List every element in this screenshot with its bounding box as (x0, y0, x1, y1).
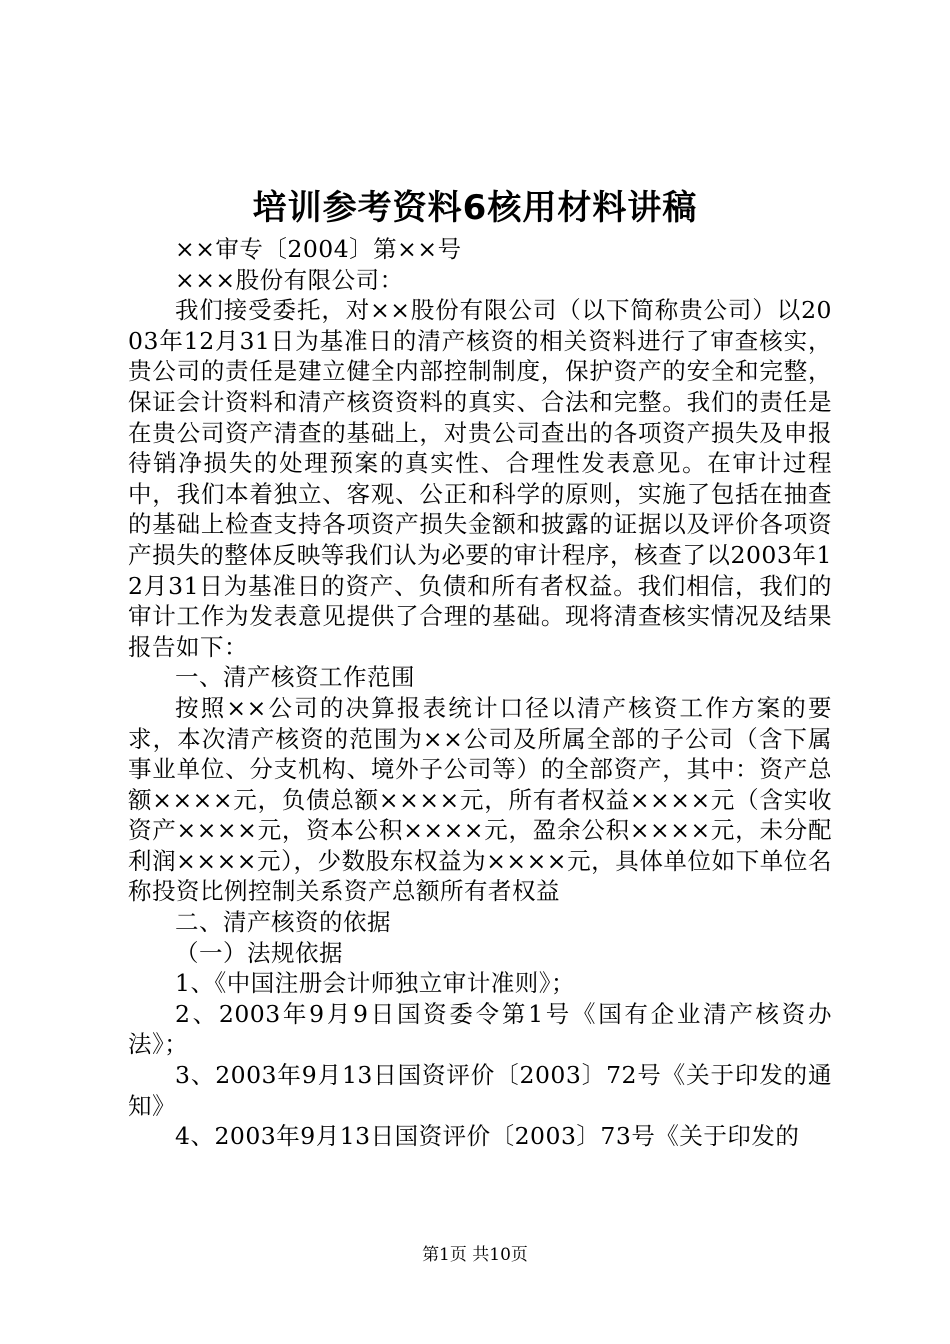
intro-paragraph: 我们接受委托，对××股份有限公司（以下简称贵公司）以2003年12月31日为基准日的清产核资的相关资料进行了审查核实，贵公司的责任是建立健全内部控制制度，保护资产的安全和完整，保证会计资料和清产核资资料的真实、合法和完整。我们的责任是在贵公司资产清查的基础上，对贵公司查出的各项资产损失及申报待销净损失的处理预案的真实性、合理性发表意见。在审计过程中，我们本着独立、客观、公正和科学的原则，实施了包括在抽查的基础上检查支持各项资产损失金额和披露的证据以及评价各项资产损失的整体反映等我们认为必要的审计程序，核查了以2003年12月31日为基准日的资产、负债和所有者权益。我们相信，我们的审计工作为发表意见提供了合理的基础。现将清查核实情况及结果报告如下： (128, 296, 832, 661)
addressee-line: ×××股份有限公司： (175, 265, 404, 294)
section-heading-basis: 二、清产核资的依据 (175, 908, 391, 937)
document-reference-number: ××审专〔2004〕第××号 (175, 235, 462, 263)
section-heading-scope: 一、清产核资工作范围 (175, 663, 415, 692)
regulation-item-4: 4、2003年9月13日国资评价〔2003〕73号《关于印发的 (175, 1122, 800, 1151)
document-body (128, 234, 832, 1152)
page-footer: 第1页 共10页 (422, 1245, 528, 1265)
subsection-heading-regulations: （一）法规依据 (175, 938, 343, 967)
regulation-item-3: 3、2003年9月13日国资评价〔2003〕72号《关于印发的通知》 (128, 1061, 832, 1120)
scope-paragraph: 按照××公司的决算报表统计口径以清产核资工作方案的要求，本次清产核资的范围为××公司及所属全部的子公司（含下属事业单位、分支机构、境外子公司等）的全部资产，其中：资产总额××××元，负债总额××××元，所有者权益××××元（含实收资产××××元，资本公积××××元，盈余公积××××元，未分配利润××××元），少数股东权益为××××元，具体单位如下单位名称投资比例控制关系资产总额所有者权益 (128, 693, 832, 906)
regulation-item-2: 2、2003年9月9日国资委令第1号《国有企业清产核资办法》； (128, 999, 832, 1059)
regulation-item-1: 1、《中国注册会计师独立审计准则》； (175, 969, 575, 998)
document-title: 培训参考资料6核用材料讲稿 (252, 188, 698, 228)
